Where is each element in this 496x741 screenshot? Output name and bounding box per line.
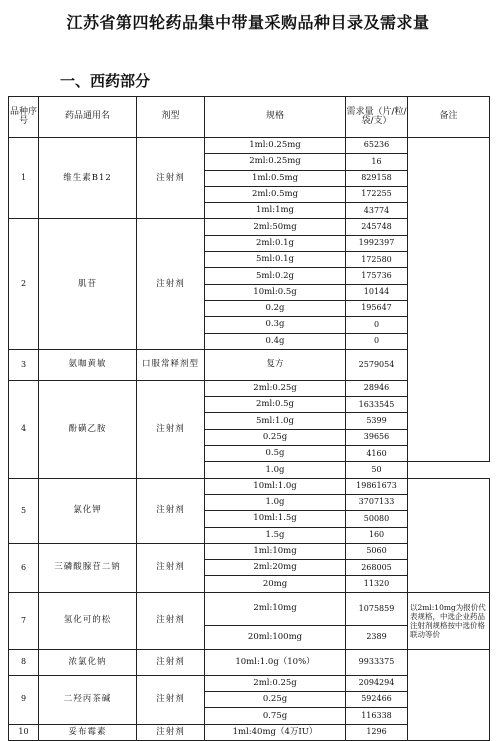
drug-table [8, 96, 490, 741]
spec-cell: 1ml:40mg（4万IU） [205, 724, 346, 740]
drug-form: 注射剂 [137, 380, 205, 478]
drug-name: 二羟丙茶碱 [39, 675, 137, 724]
drug-form: 注射剂 [137, 543, 205, 592]
qty-cell: 39656 [346, 429, 408, 445]
drug-name: 肌苷 [39, 219, 137, 349]
drug-form: 注射剂 [137, 478, 205, 543]
spec-cell: 1ml:1mg [205, 203, 346, 219]
qty-cell: 195647 [346, 300, 408, 316]
qty-cell: 1075859 [346, 592, 408, 625]
drug-no: 3 [9, 349, 39, 380]
qty-cell: 172580 [346, 252, 408, 268]
spec-cell: 0.5g [205, 446, 346, 462]
table-row [9, 478, 490, 494]
qty-cell: 592466 [346, 692, 408, 708]
header-note: 备注 [408, 97, 490, 138]
qty-cell: 3707133 [346, 494, 408, 510]
qty-cell: 2389 [346, 625, 408, 649]
note-cell: 以2ml:10mg为报价代表规格，中选企业药品注射剂规格按中选价格联动等价 [408, 592, 490, 649]
qty-cell: 1633545 [346, 397, 408, 413]
spec-cell: 5ml:0.2g [205, 268, 346, 284]
qty-cell: 268005 [346, 560, 408, 576]
spec-cell: 2ml:0.5mg [205, 186, 346, 202]
qty-cell: 172255 [346, 186, 408, 202]
qty-cell: 245748 [346, 219, 408, 235]
note-cell-empty [408, 138, 490, 462]
spec-cell: 1ml:0.25mg [205, 138, 346, 154]
spec-cell: 10ml:1.0g（10%） [205, 649, 346, 675]
spec-cell: 0.75g [205, 708, 346, 724]
note-cell-empty [408, 649, 490, 740]
qty-cell: 28946 [346, 380, 408, 396]
qty-cell: 10144 [346, 284, 408, 300]
spec-cell: 5ml:0.1g [205, 252, 346, 268]
drug-no: 6 [9, 543, 39, 592]
spec-cell: 2ml:0.5g [205, 397, 346, 413]
drug-form: 注射剂 [137, 724, 205, 740]
spec-cell: 0.3g [205, 317, 346, 333]
table-row [9, 592, 490, 625]
spec-cell: 10ml:0.5g [205, 284, 346, 300]
drug-no: 5 [9, 478, 39, 543]
drug-form: 注射剂 [137, 592, 205, 649]
qty-cell: 2094294 [346, 675, 408, 691]
header-no: 品种序号 [9, 97, 39, 138]
spec-cell: 5ml:1.0g [205, 413, 346, 429]
spec-cell: 2ml:0.1g [205, 235, 346, 251]
spec-cell: 10ml:1.0g [205, 478, 346, 494]
drug-no: 10 [9, 724, 39, 740]
drug-no: 2 [9, 219, 39, 349]
drug-name: 浓氯化钠 [39, 649, 137, 675]
spec-cell: 2ml:20mg [205, 560, 346, 576]
spec-cell: 10ml:1.5g [205, 511, 346, 527]
note-cell-empty [408, 478, 490, 592]
drug-form: 注射剂 [137, 138, 205, 219]
qty-cell: 19861673 [346, 478, 408, 494]
qty-cell: 1992397 [346, 235, 408, 251]
qty-cell: 16 [346, 154, 408, 170]
spec-cell: 20mg [205, 576, 346, 592]
drug-name: 氯化钾 [39, 478, 137, 543]
spec-cell: 2ml:50mg [205, 219, 346, 235]
qty-cell: 43774 [346, 203, 408, 219]
header-spec: 规格 [205, 97, 346, 138]
qty-cell: 50080 [346, 511, 408, 527]
spec-cell: 复方 [205, 349, 346, 380]
spec-cell: 2ml:10mg [205, 592, 346, 625]
drug-no: 4 [9, 380, 39, 478]
spec-cell: 1.5g [205, 527, 346, 543]
qty-cell: 5399 [346, 413, 408, 429]
drug-name: 酚磺乙胺 [39, 380, 137, 478]
drug-no: 1 [9, 138, 39, 219]
drug-name: 妥布霉素 [39, 724, 137, 740]
drug-form: 注射剂 [137, 649, 205, 675]
spec-cell: 1ml:0.5mg [205, 170, 346, 186]
drug-name: 维生素B12 [39, 138, 137, 219]
table-header-row [9, 97, 490, 138]
spec-cell: 2ml:0.25g [205, 380, 346, 396]
spec-cell: 2ml:0.25mg [205, 154, 346, 170]
qty-cell: 9933375 [346, 649, 408, 675]
qty-cell: 2579054 [346, 349, 408, 380]
drug-no: 8 [9, 649, 39, 675]
spec-cell: 0.4g [205, 333, 346, 349]
qty-cell: 116338 [346, 708, 408, 724]
qty-cell: 11320 [346, 576, 408, 592]
qty-cell: 0 [346, 317, 408, 333]
qty-cell: 160 [346, 527, 408, 543]
qty-cell: 0 [346, 333, 408, 349]
drug-no: 7 [9, 592, 39, 649]
table-row [9, 138, 490, 154]
drug-no: 9 [9, 675, 39, 724]
spec-cell: 2ml:0.25g [205, 675, 346, 691]
header-qty: 需求量（片/粒/袋/支） [346, 97, 408, 138]
spec-cell: 1.0g [205, 494, 346, 510]
page-title: 江苏省第四轮药品集中带量采购品种目录及需求量 [66, 13, 430, 32]
drug-form: 口服常释剂型 [137, 349, 205, 380]
qty-cell: 175736 [346, 268, 408, 284]
spec-cell: 0.25g [205, 692, 346, 708]
drug-form: 注射剂 [137, 219, 205, 349]
drug-name: 三磷酸腺苷二钠 [39, 543, 137, 592]
table-row [9, 649, 490, 675]
qty-cell: 5060 [346, 543, 408, 559]
drug-name: 氨咖黄敏 [39, 349, 137, 380]
header-name: 药品通用名 [39, 97, 137, 138]
spec-cell: 0.25g [205, 429, 346, 445]
qty-cell: 4160 [346, 446, 408, 462]
spec-cell: 0.2g [205, 300, 346, 316]
drug-form: 注射剂 [137, 675, 205, 724]
spec-cell: 1ml:10mg [205, 543, 346, 559]
drug-name: 氢化可的松 [39, 592, 137, 649]
spec-cell: 1.0g [205, 462, 346, 478]
qty-cell: 65236 [346, 138, 408, 154]
qty-cell: 50 [346, 462, 408, 478]
section-heading: 一、西药部分 [60, 72, 151, 90]
qty-cell: 1296 [346, 724, 408, 740]
header-form: 剂型 [137, 97, 205, 138]
spec-cell: 20ml:100mg [205, 625, 346, 649]
qty-cell: 829158 [346, 170, 408, 186]
